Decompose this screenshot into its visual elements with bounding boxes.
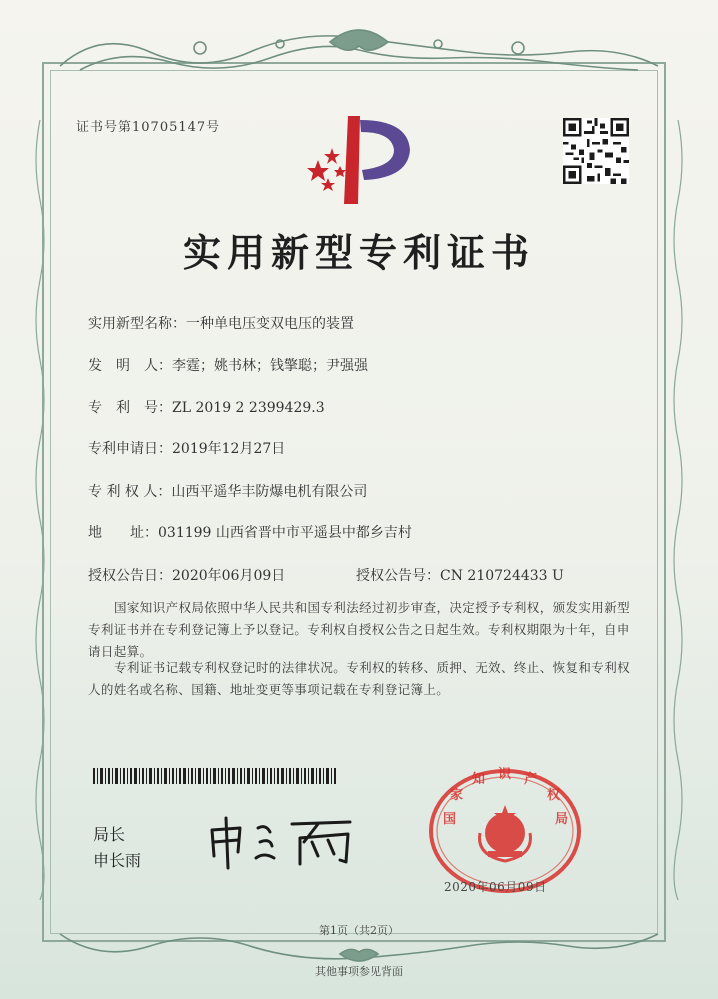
svg-text:国: 国 bbox=[443, 812, 457, 827]
patent-number-value: ZL 2019 2 2399429.3 bbox=[172, 400, 325, 416]
svg-text:家: 家 bbox=[450, 788, 464, 803]
patentee-field bbox=[88, 481, 367, 501]
patent-number-field bbox=[88, 397, 325, 417]
grant-date-label: 授权公告日： bbox=[88, 568, 172, 584]
address-value: 031199 山西省晋中市平遥县中都乡吉村 bbox=[158, 525, 412, 541]
inventor-label: 发 明 人： bbox=[88, 358, 172, 374]
address-label: 地 址： bbox=[88, 525, 158, 541]
inventor-field bbox=[88, 355, 368, 375]
handwritten-signature bbox=[200, 812, 370, 872]
grant-date-value: 2020年06月09日 bbox=[172, 568, 286, 584]
svg-text:产: 产 bbox=[524, 772, 538, 787]
certificate-title: 实用新型专利证书 bbox=[182, 230, 535, 275]
barcode bbox=[93, 768, 336, 784]
filing-date-label: 专利申请日： bbox=[88, 441, 172, 457]
body-paragraph-1: 国家知识产权局依照中华人民共和国专利法经过初步审查，决定授予专利权，颁发实用新型专利证书并在专利登记簿上予以登记。专利权自授权公告之日起生效。专利权期限为十年，自申请日起算。 bbox=[88, 600, 631, 659]
director-name: 申长雨 bbox=[93, 851, 142, 870]
utility-model-name-label: 实用新型名称： bbox=[88, 316, 186, 332]
filing-date-field bbox=[88, 438, 285, 458]
svg-text:局: 局 bbox=[555, 812, 569, 827]
grant-number-value: CN 210724433 U bbox=[440, 568, 564, 584]
certificate-number: 证书号第10705147号 bbox=[76, 120, 221, 135]
seal-date: 2020年06月09日 bbox=[444, 880, 547, 894]
utility-model-name-value: 一种单电压变双电压的装置 bbox=[186, 316, 354, 332]
patentee-value: 山西平遥华丰防爆电机有限公司 bbox=[171, 484, 368, 500]
page-number: 第1页（共2页） bbox=[319, 924, 399, 937]
patentee-label: 专 利 权 人： bbox=[88, 484, 172, 500]
grant-number-field bbox=[356, 565, 564, 585]
qr-code bbox=[563, 118, 629, 184]
svg-text:识: 识 bbox=[498, 767, 512, 782]
body-paragraph-2: 专利证书记载专利权登记时的法律状况。专利权的转移、质押、无效、终止、恢复和专利权人的姓名或名称、国籍、地址变更等事项记载在专利登记簿上。 bbox=[88, 660, 631, 697]
utility-model-name-field bbox=[88, 313, 354, 333]
grant-date-field bbox=[88, 565, 285, 585]
footnote: 其他事项参见背面 bbox=[315, 965, 403, 978]
filing-date-value: 2019年12月27日 bbox=[172, 441, 286, 457]
patent-number-label: 专 利 号： bbox=[88, 400, 172, 416]
patent-office-logo bbox=[298, 108, 428, 208]
address-field bbox=[88, 522, 412, 542]
svg-text:知: 知 bbox=[472, 772, 486, 787]
official-seal bbox=[420, 763, 590, 893]
grant-number-label: 授权公告号： bbox=[356, 568, 440, 584]
inventor-value: 李霆；姚书林；钱擎聪；尹强强 bbox=[172, 358, 368, 374]
svg-text:权: 权 bbox=[547, 788, 561, 803]
top-ornament bbox=[40, 22, 678, 78]
director-title: 局长 bbox=[93, 825, 126, 844]
